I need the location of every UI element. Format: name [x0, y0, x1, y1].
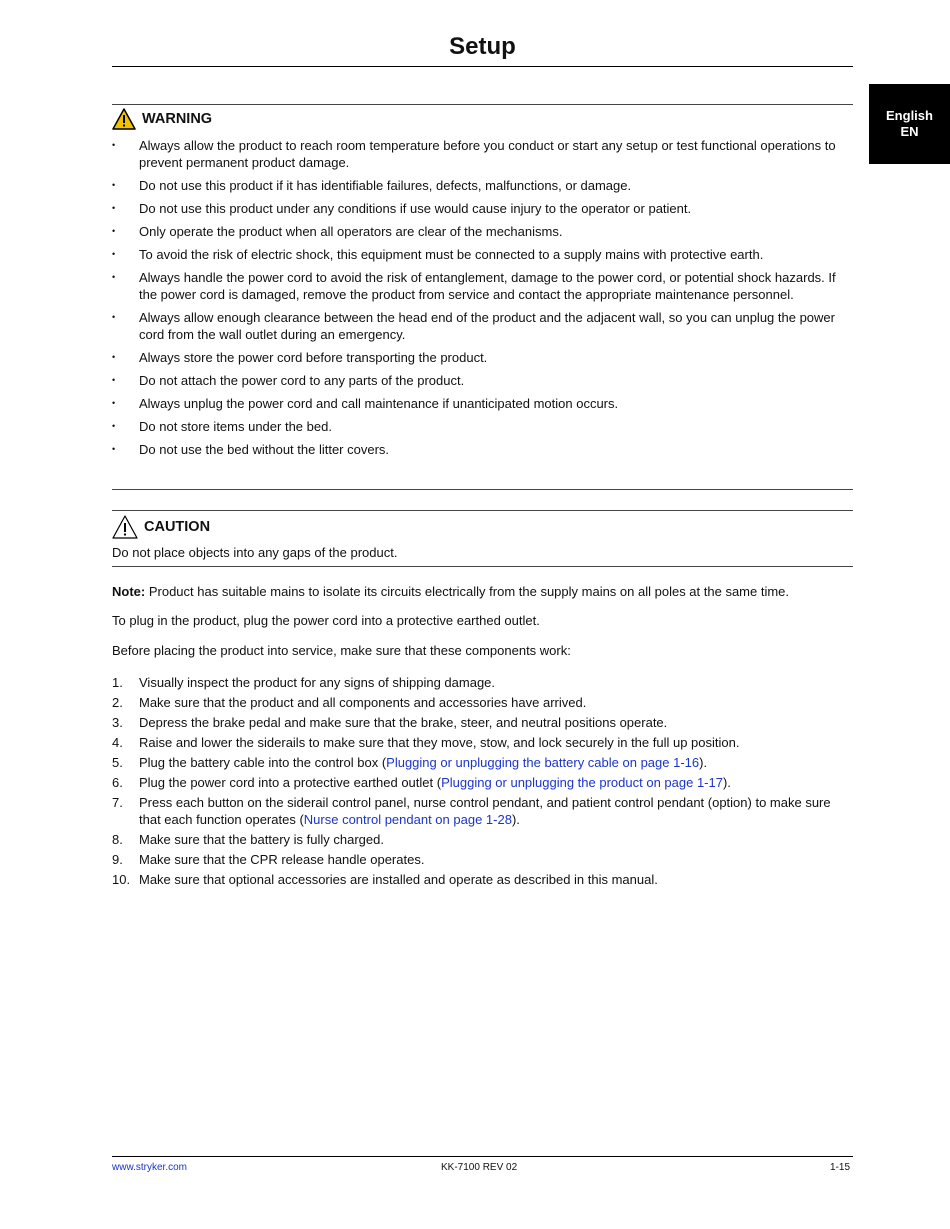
- warning-item: [112, 349, 853, 366]
- language-tab-name: English: [886, 108, 933, 123]
- setup-step: [112, 734, 853, 751]
- warning-item: [112, 137, 853, 171]
- caution-triangle-icon: [112, 515, 138, 539]
- step-text: Make sure that the product and all components and accessories have arrived.: [139, 695, 587, 710]
- language-tab-code: EN: [900, 124, 919, 139]
- warning-item: [112, 418, 853, 435]
- bullet-icon: •: [112, 180, 116, 190]
- note-label: Note:: [112, 584, 146, 599]
- warning-item-text: Only operate the product when all operators are clear of the mechanisms.: [139, 224, 563, 239]
- bullet-icon: •: [112, 249, 116, 259]
- bullet-icon: •: [112, 375, 116, 385]
- warning-item: [112, 309, 853, 343]
- setup-step: [112, 871, 853, 888]
- setup-step: [112, 754, 853, 771]
- bullet-icon: •: [112, 444, 116, 454]
- footer-divider: [112, 1156, 853, 1157]
- setup-step: [112, 851, 853, 868]
- warning-top-rule: [112, 104, 853, 105]
- step-number: 4.: [112, 735, 123, 750]
- setup-step: [112, 714, 853, 731]
- step-text-suffix: ).: [699, 755, 708, 770]
- bullet-icon: •: [112, 421, 116, 431]
- note-text: Product has suitable mains to isolate its circuits electrically from the supply mains on all poles at the same time.: [148, 584, 790, 599]
- warning-item: [112, 223, 853, 240]
- step-text: Visually inspect the product for any signs of shipping damage.: [139, 675, 496, 690]
- setup-step: [112, 674, 853, 691]
- title-divider: [112, 66, 853, 67]
- step-text-suffix: ).: [511, 812, 520, 827]
- caution-label: CAUTION: [144, 519, 211, 535]
- step-number: 10.: [112, 872, 131, 887]
- warning-heading: [112, 107, 212, 131]
- step-text: Make sure that optional accessories are installed and operate as described in this manual.: [139, 872, 658, 887]
- setup-step: [112, 831, 853, 848]
- footer-page-number: 1-15: [830, 1162, 851, 1173]
- warning-item: [112, 395, 853, 412]
- setup-step: [112, 774, 853, 791]
- step-cross-reference-link[interactable]: Nurse control pendant on page 1-28: [303, 812, 512, 827]
- step-number: 3.: [112, 715, 123, 730]
- page-title: Setup: [449, 33, 516, 60]
- step-text: Plug the power cord into a protective earthed outlet (: [139, 775, 442, 790]
- warning-item-text: Do not attach the power cord to any parts of the product.: [139, 373, 465, 388]
- warning-item-text: Always handle the power cord to avoid the risk of entanglement, damage to the power cord, or potential shock hazards. If the power cord is damaged, remove the product from service and contact the appropriate maintenance personnel.: [139, 270, 836, 302]
- footer-document-id: KK-7100 REV 02: [441, 1162, 518, 1173]
- step-number: 2.: [112, 695, 123, 710]
- step-cross-reference-link[interactable]: Plugging or unplugging the product on page 1-17: [441, 775, 723, 790]
- step-text: Raise and lower the siderails to make sure that they move, stow, and lock securely in the full up position.: [139, 735, 740, 750]
- plug-in-paragraph: To plug in the product, plug the power cord into a protective earthed outlet.: [112, 613, 540, 628]
- step-text: Press each button on the siderail control panel, nurse control pendant, and patient control pendant (option) to make sure that each function operates (: [139, 795, 831, 827]
- warning-item-text: Do not store items under the bed.: [139, 419, 332, 434]
- warning-item: [112, 246, 853, 263]
- caution-heading: [112, 514, 210, 540]
- step-number: 7.: [112, 795, 123, 810]
- warning-item-text: Always allow the product to reach room temperature before you conduct or start any setup or test functional operations to prevent permanent product damage.: [139, 138, 836, 170]
- step-text: Make sure that the CPR release handle operates.: [139, 852, 425, 867]
- caution-bottom-rule: [112, 566, 853, 567]
- warning-item-text: Do not use the bed without the litter covers.: [139, 442, 390, 457]
- warning-bottom-rule: [112, 489, 853, 490]
- caution-text: Do not place objects into any gaps of the product.: [112, 545, 398, 560]
- step-number: 8.: [112, 832, 123, 847]
- footer-website-link[interactable]: www.stryker.com: [112, 1162, 188, 1173]
- setup-step: [112, 794, 853, 828]
- warning-item: [112, 372, 853, 389]
- bullet-icon: •: [112, 352, 116, 362]
- warning-item: [112, 269, 853, 303]
- warning-item: [112, 441, 853, 458]
- language-tab: [869, 84, 950, 164]
- bullet-icon: •: [112, 140, 116, 150]
- step-number: 9.: [112, 852, 123, 867]
- note-paragraph: [112, 583, 853, 600]
- step-text-suffix: ).: [722, 775, 731, 790]
- warning-item-text: Always allow enough clearance between the head end of the product and the adjacent wall, so you can unplug the power cord from the wall outlet during an emergency.: [139, 310, 835, 342]
- before-service-paragraph: Before placing the product into service, make sure that these components work:: [112, 643, 571, 658]
- warning-item-text: Do not use this product if it has identifiable failures, defects, malfunctions, or damage.: [139, 178, 632, 193]
- warning-item-text: Always unplug the power cord and call maintenance if unanticipated motion occurs.: [139, 396, 619, 411]
- warning-item-text: Always store the power cord before transporting the product.: [139, 350, 488, 365]
- warning-item-text: Do not use this product under any conditions if use would cause injury to the operator or patient.: [139, 201, 692, 216]
- warning-label: WARNING: [142, 111, 213, 127]
- setup-steps-list: [112, 674, 853, 891]
- warning-triangle-icon: [112, 108, 136, 130]
- warning-item: [112, 200, 853, 217]
- warning-item: [112, 177, 853, 194]
- step-text: Make sure that the battery is fully charged.: [139, 832, 384, 847]
- bullet-icon: •: [112, 398, 116, 408]
- bullet-icon: •: [112, 272, 116, 282]
- step-number: 5.: [112, 755, 123, 770]
- warning-list: [112, 137, 853, 464]
- step-number: 6.: [112, 775, 123, 790]
- step-number: 1.: [112, 675, 123, 690]
- step-text: Depress the brake pedal and make sure that the brake, steer, and neutral positions operate.: [139, 715, 668, 730]
- bullet-icon: •: [112, 226, 116, 236]
- caution-top-rule: [112, 510, 853, 511]
- setup-step: [112, 694, 853, 711]
- step-cross-reference-link[interactable]: Plugging or unplugging the battery cable on page 1-16: [386, 755, 700, 770]
- step-text: Plug the battery cable into the control box (: [139, 755, 387, 770]
- bullet-icon: •: [112, 203, 116, 213]
- warning-item-text: To avoid the risk of electric shock, this equipment must be connected to a supply mains with protective earth.: [139, 247, 764, 262]
- bullet-icon: •: [112, 312, 116, 322]
